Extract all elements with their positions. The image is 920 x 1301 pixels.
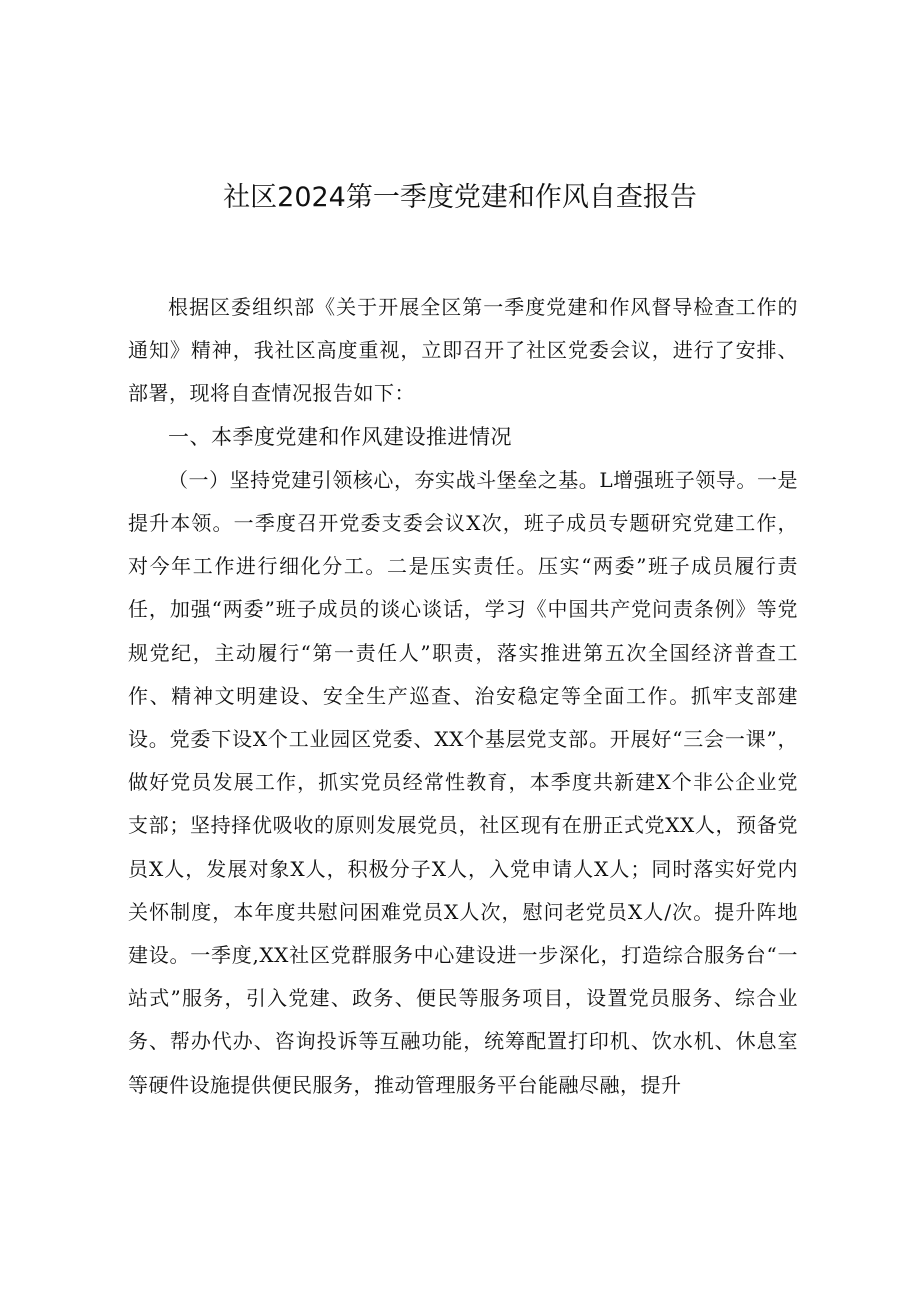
section-heading: 一、本季度党建和作风建设推进情况 [168, 424, 512, 449]
document-title: 社区2024第一季度党建和作风自查报告 [223, 182, 697, 213]
section-paragraph: （一）坚持党建引领核心，夯实战斗堡垒之基。L增强班子领导。一是提升本领。一季度召开党委支委会议X次，班子成员专题研究党建工作，对今年工作进行细化分工。二是压实责任。压实“两委”班子成员履行责任，加强“两委”班子成员的谈心谈话，学习《中国共产党问责条例》等党规党纪，主动履行“第一责任人”职责，落实推进第五次全国经济普查工作、精神文明建设、安全生产巡查、治安稳定等全面工作。抓牢支部建设。党委下设X个工业园区党委、XX个基层党支部。开展好“三会一课”，做好党员发展工作，抓实党员经常性教育，本季度共新建X个非公企业党支部；坚持择优吸收的原则发展党员，社区现有在册正式党XX人，预备党员X人，发展对象X人，积极分子X人，入党申请人X人；同时落实好党内关怀制度，本年度共慰问困难党员X人次，慰问老党员X人/次。提升阵地建设。一季度,XX社区党群服务中心建设进一步深化，打造综合服务台“一站式”服务，引入党建、政务、便民等服务项目，设置党员服务、综合业务、帮办代办、咨询投诉等互融功能，统筹配置打印机、饮水机、休息室等硬件设施提供便民服务，推动管理服务平台能融尽融，提升 [128, 467, 798, 1097]
intro-paragraph: 根据区委组织部《关于开展全区第一季度党建和作风督导检查工作的通知》精神，我社区高度重视，立即召开了社区党委会议，进行了安排、部署，现将自查情况报告如下： [128, 295, 798, 406]
document-body [128, 286, 798, 1107]
